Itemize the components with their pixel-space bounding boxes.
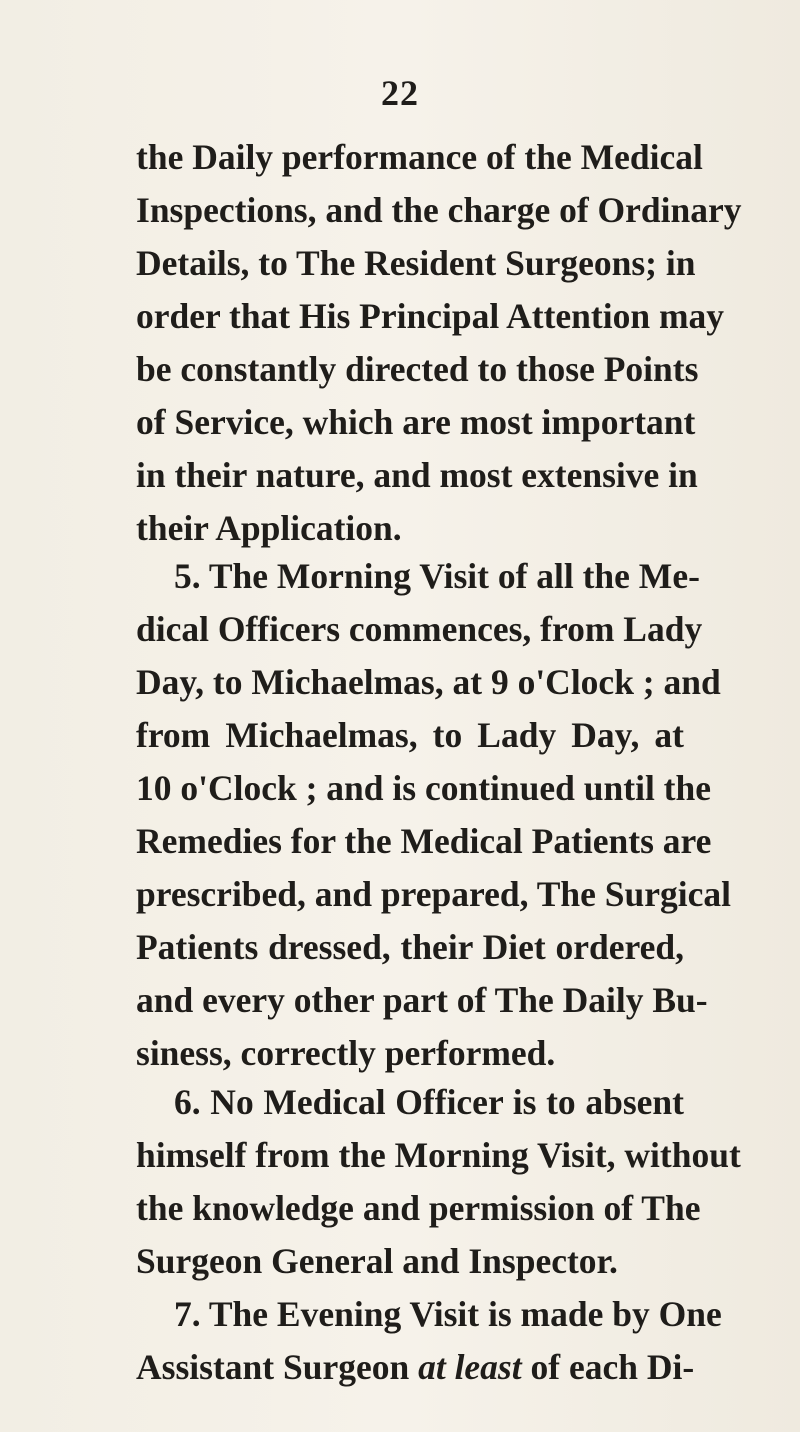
text-line: order that His Principal Attention may [136,296,725,336]
text-segment: of each Di- [521,1347,695,1387]
text-line: from Michaelmas, to Lady Day, at [136,715,684,755]
text-line: Remedies for the Medical Patients are [136,821,712,861]
paragraph-7 [136,1288,722,1394]
paragraph-1 [136,131,742,555]
text-line: be constantly directed to those Points [136,349,699,389]
text-line: of Service, which are most important [136,402,696,442]
text-line: Day, to Michaelmas, at 9 o'Clock ; and [136,662,721,702]
text-line: 7. The Evening Visit is made by One [174,1294,722,1334]
text-line: 10 o'Clock ; and is continued until the [136,768,712,808]
text-line: Surgeon General and Inspector. [136,1241,618,1281]
text-line: dical Officers commences, from Lady [136,609,703,649]
text-line: prescribed, and prepared, The Surgical [136,874,732,914]
text-line: himself from the Morning Visit, without [136,1135,741,1175]
text-line-with-emphasis [136,1341,695,1394]
text-line: the Daily performance of the Medical [136,137,703,177]
paragraph-5 [136,550,732,1080]
text-segment: Assistant Surgeon [136,1347,419,1387]
paragraph-6 [136,1076,741,1288]
text-line: their Application. [136,508,402,548]
text-line: and every other part of The Daily Bu- [136,980,708,1020]
text-line: the knowledge and permission of The [136,1188,701,1228]
page-number: 22 [381,73,419,113]
text-line: siness, correctly performed. [136,1033,556,1073]
text-line: Patients dressed, their Diet ordered, [136,927,684,967]
text-line: Inspections, and the charge of Ordinary [136,190,742,230]
emphasis-text: at least [418,1347,522,1387]
text-line: 5. The Morning Visit of all the Me- [174,556,700,596]
text-line: Details, to The Resident Surgeons; in [136,243,696,283]
text-line: in their nature, and most extensive in [136,455,698,495]
text-line: 6. No Medical Officer is to absent [174,1082,684,1122]
